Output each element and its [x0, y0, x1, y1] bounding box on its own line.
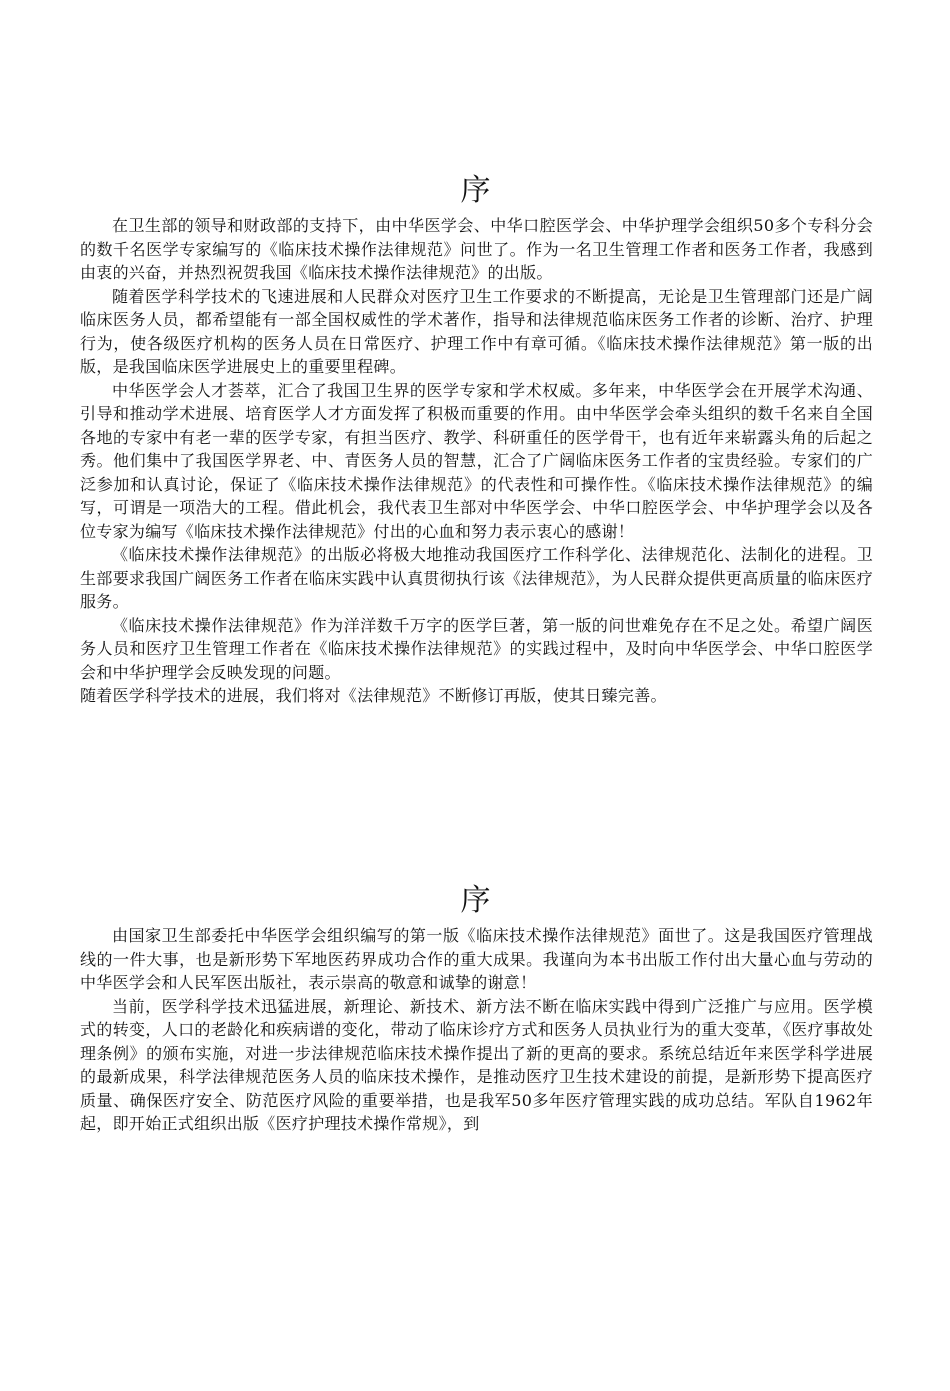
preface-1-paragraph-2: 随着医学科学技术的飞速进展和人民群众对医疗卫生工作要求的不断提高，无论是卫生管理部门还是广阔临床医务人员，都希望能有一部全国权威性的学术著作，指导和法律规范临床医务工作者的诊断、治疗、护理行为，使各级医疗机构的医务人员在日常医疗、护理工作中有章可循。《临床技术操作法律规范》第一版的出版，是我国临床医学进展史上的重要里程碑。 [80, 286, 873, 376]
preface-2-paragraph-2: 当前，医学科学技术迅猛进展，新理论、新技术、新方法不断在临床实践中得到广泛推广与应用。医学模式的转变，人口的老龄化和疾病谱的变化，带动了临床诊疗方式和医务人员执业行为的重大变革，《医疗事故处理条例》的颁布实施，对进一步法律规范临床技术操作提出了新的更高的要求。系统总结近年来医学科学进展的最新成果，科学法律规范医务人员的临床技术操作，是推动医疗卫生技术建设的前提，是新形势下提高医疗质量、确保医疗安全、防范医疗风险的重要举措，也是我军50多年医疗管理实践的成功总结。军队自1962年起，即开始正式组织出版《医疗护理技术操作常规》，到 [80, 996, 873, 1133]
preface-1-paragraph-3: 中华医学会人才荟萃，汇合了我国卫生界的医学专家和学术权威。多年来，中华医学会在开展学术沟通、引导和推动学术进展、培育医学人才方面发挥了积极而重要的作用。由中华医学会牵头组织的数千名来自全国各地的专家中有老一辈的医学专家，有担当医疗、教学、科研重任的医学骨干，也有近年来崭露头角的后起之秀。他们集中了我国医学界老、中、青医务人员的智慧，汇合了广阔临床医务工作者的宝贵经验。专家们的广泛参加和认真讨论，保证了《临床技术操作法律规范》的代表性和可操作性。《临床技术操作法律规范》的编写，可谓是一项浩大的工程。借此机会，我代表卫生部对中华医学会、中华口腔医学会、中华护理学会以及各位专家为编写《临床技术操作法律规范》付出的心血和努力表示衷心的感谢！ [80, 380, 873, 541]
preface-section-1 [80, 170, 873, 708]
preface-section-2 [80, 880, 873, 1136]
preface-1-heading: 序 [460, 173, 493, 208]
preface-1-paragraph-6: 随着医学科学技术的进展，我们将对《法律规范》不断修订再版，使其日臻完善。 [80, 686, 667, 705]
preface-2-paragraph-1: 由国家卫生部委托中华医学会组织编写的第一版《临床技术操作法律规范》面世了。这是我国医疗管理战线的一件大事，也是新形势下军地医药界成功合作的重大成果。我谨向为本书出版工作付出大量心血与劳动的中华医学会和人民军医出版社，表示崇高的敬意和诚挚的谢意！ [80, 926, 873, 992]
preface-1-paragraph-4: 《临床技术操作法律规范》的出版必将极大地推动我国医疗工作科学化、法律规范化、法制化的进程。卫生部要求我国广阔医务工作者在临床实践中认真贯彻执行该《法律规范》，为人民群众提供更高质量的临床医疗服务。 [80, 545, 873, 611]
preface-1-paragraph-5: 《临床技术操作法律规范》作为洋洋数千万字的医学巨著，第一版的问世难免存在不足之处。希望广阔医务人员和医疗卫生管理工作者在《临床技术操作法律规范》的实践过程中，及时向中华医学会、中华口腔医学会和中华护理学会反映发现的问题。 [80, 615, 873, 682]
preface-2-heading: 序 [460, 883, 493, 918]
preface-1-paragraph-1: 在卫生部的领导和财政部的支持下，由中华医学会、中华口腔医学会、中华护理学会组织50多个专科分会的数千名医学专家编写的《临床技术操作法律规范》问世了。作为一名卫生管理工作者和医务工作者，我感到由衷的兴奋，并热烈祝贺我国《临床技术操作法律规范》的出版。 [80, 216, 873, 282]
